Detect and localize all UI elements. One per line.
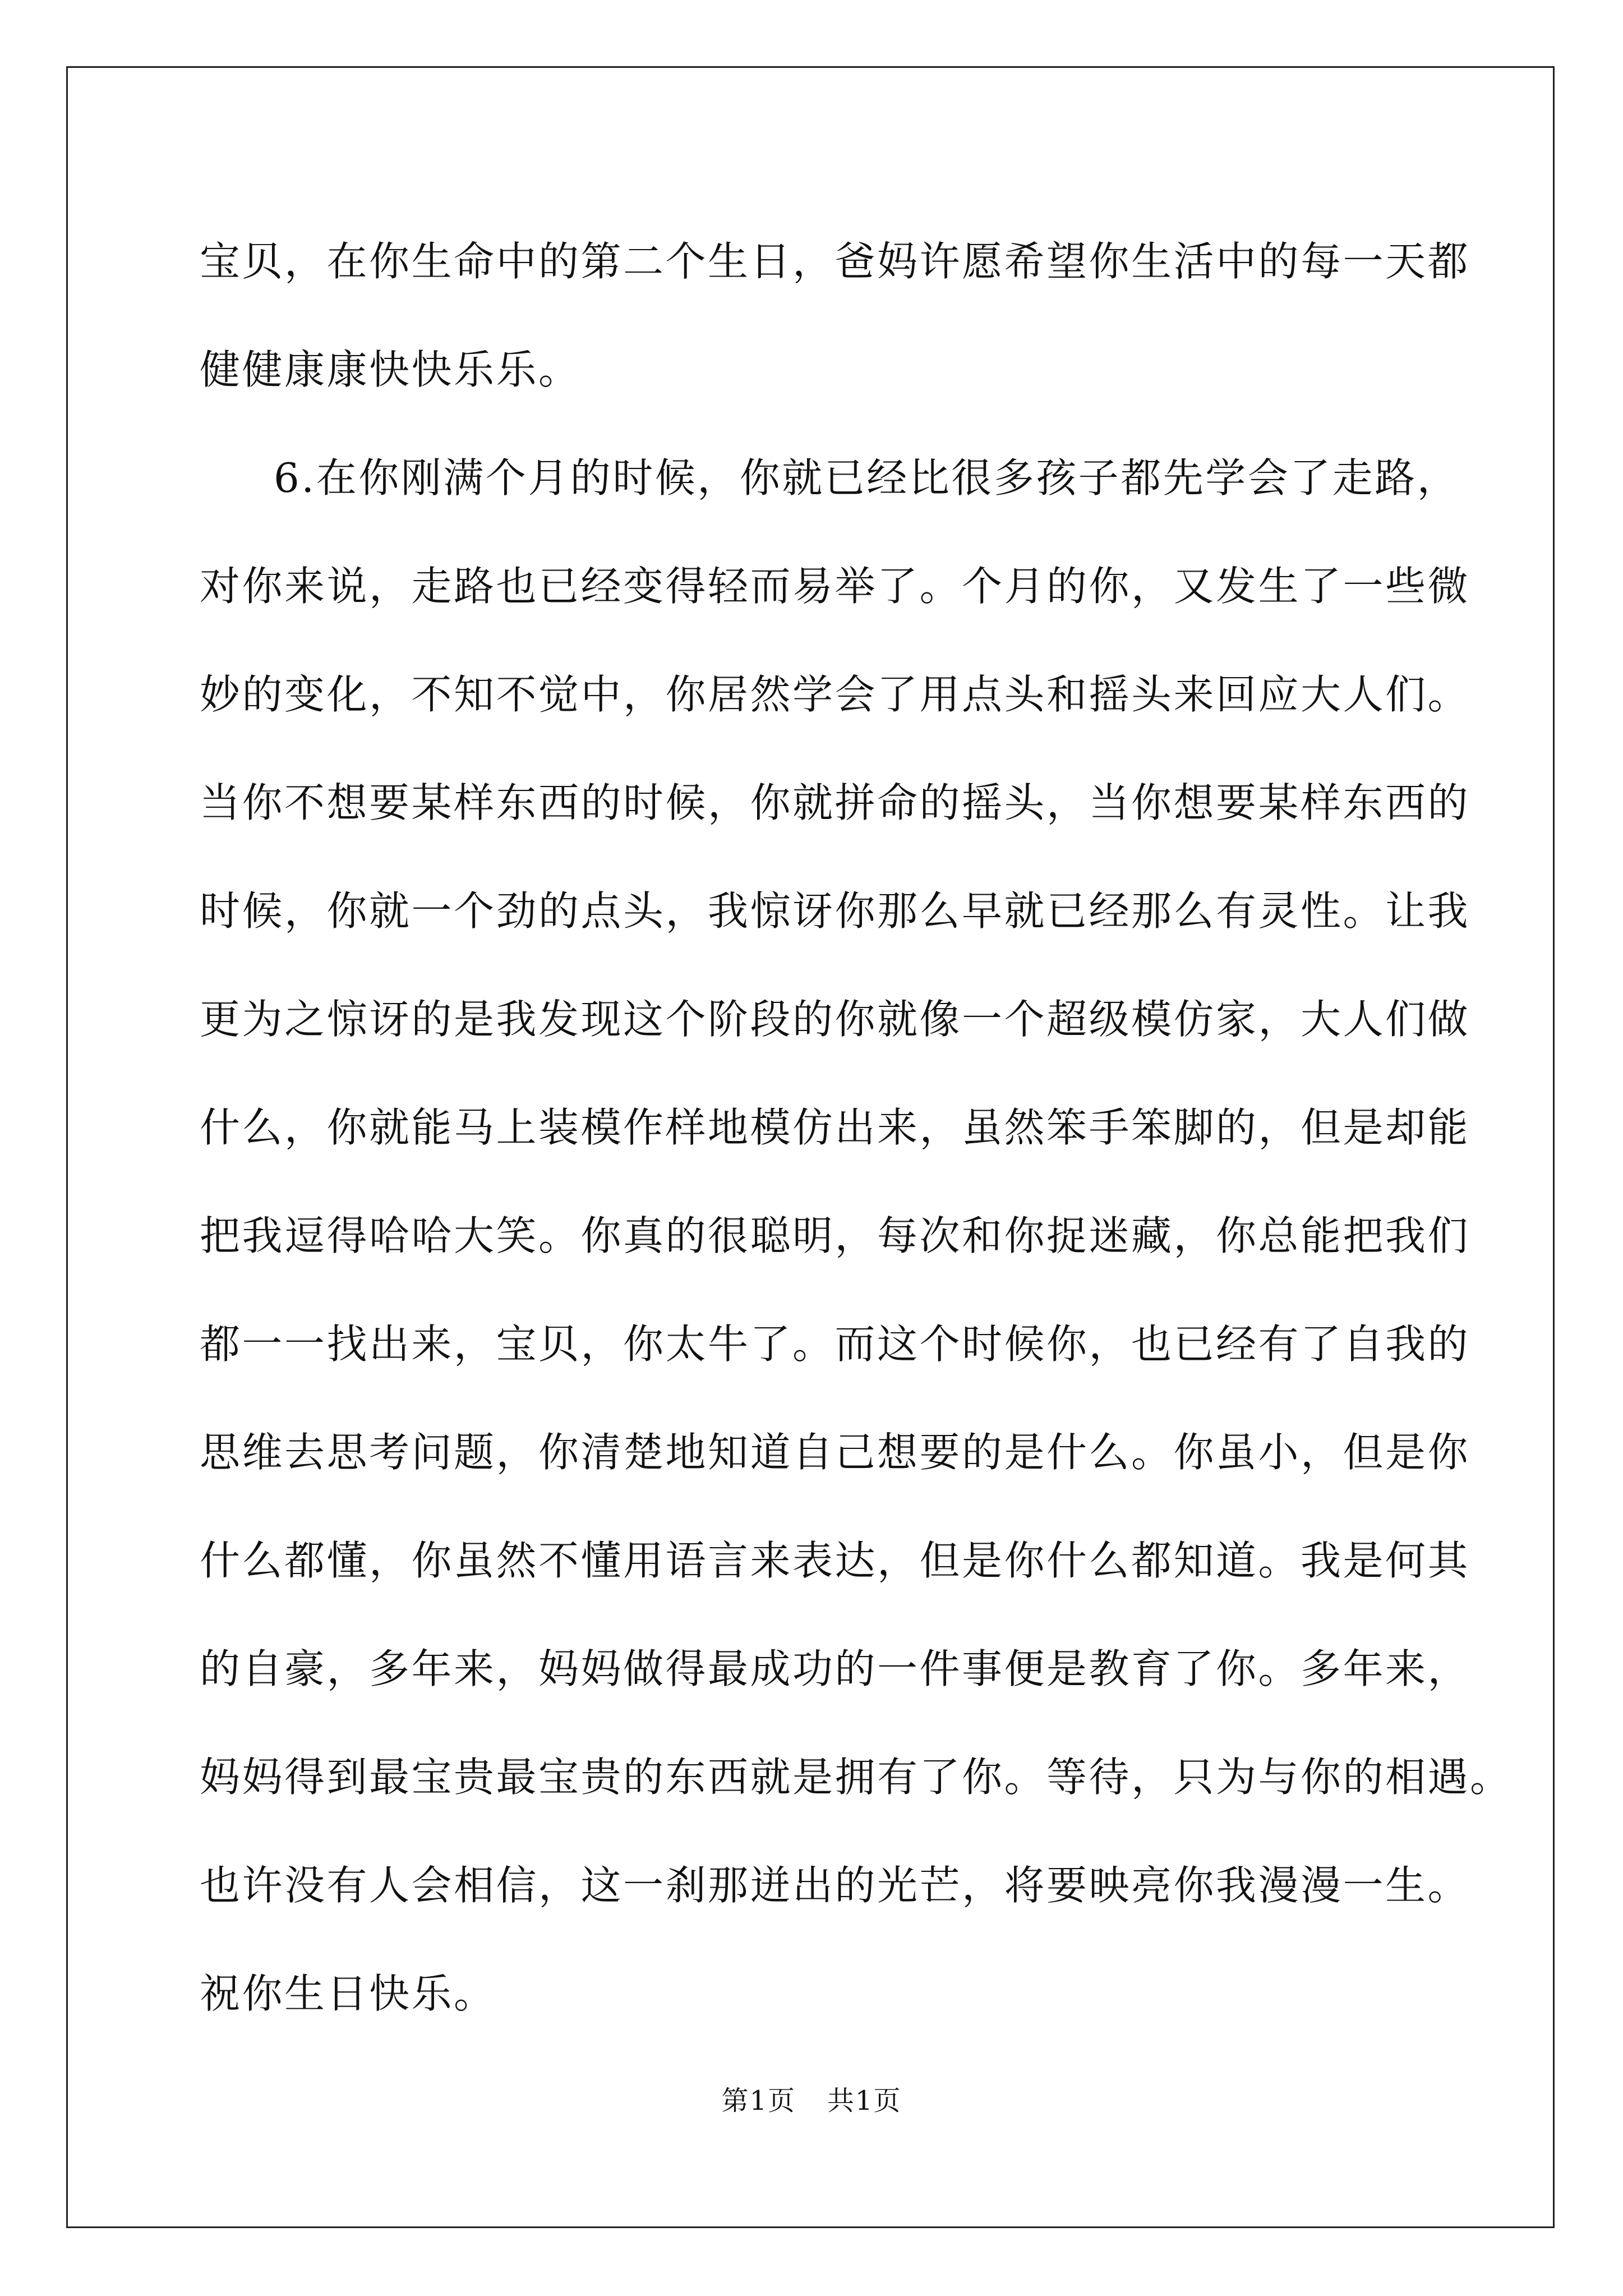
page-total: 共1页 bbox=[827, 2085, 902, 2116]
text-line: 妈妈得到最宝贵最宝贵的东西就是拥有了你。等待，只为与你的相遇。 bbox=[200, 1754, 1513, 1801]
text-line: 当你不想要某样东西的时候，你就拼命的摇头，当你想要某样东西的 bbox=[200, 779, 1470, 826]
document-body bbox=[200, 208, 1513, 2048]
text-line: 把我逗得哈哈大笑。你真的很聪明，每次和你捉迷藏，你总能把我们 bbox=[200, 1212, 1470, 1259]
text-line: 都一一找出来，宝贝，你太牛了。而这个时候你，也已经有了自我的 bbox=[200, 1320, 1470, 1368]
page-footer bbox=[0, 2084, 1623, 2118]
text-line: 更为之惊讶的是我发现这个阶段的你就像一个超级模仿家，大人们做 bbox=[200, 996, 1470, 1043]
text-line: 祝你生日快乐。 bbox=[200, 1970, 496, 2017]
page-number: 第1页 bbox=[721, 2085, 796, 2116]
paragraph-birthday-wish bbox=[200, 208, 1470, 424]
text-line: 思维去思考问题，你清楚地知道自己想要的是什么。你虽小，但是你 bbox=[200, 1429, 1470, 1476]
text-line: 也许没有人会相信，这一刹那迸出的光芒，将要映亮你我漫漫一生。 bbox=[200, 1862, 1470, 1909]
text-line: 宝贝，在你生命中的第二个生日，爸妈许愿希望你生活中的每一天都 bbox=[200, 238, 1470, 285]
text-line: 时候，你就一个劲的点头，我惊讶你那么早就已经那么有灵性。让我 bbox=[200, 887, 1470, 935]
text-line: 什么都懂，你虽然不懂用语言来表达，但是你什么都知道。我是何其 bbox=[200, 1537, 1470, 1584]
text-line: 6.在你刚满个月的时候，你就已经比很多孩子都先学会了走路， bbox=[274, 454, 1460, 501]
text-line: 什么，你就能马上装模作样地模仿出来，虽然笨手笨脚的，但是却能 bbox=[200, 1104, 1470, 1151]
text-line: 对你来说，走路也已经变得轻而易举了。个月的你，又发生了一些微 bbox=[200, 563, 1470, 610]
paragraph-growth-story bbox=[200, 424, 1513, 2048]
text-line: 妙的变化，不知不觉中，你居然学会了用点头和摇头来回应大人们。 bbox=[200, 671, 1470, 718]
text-line: 的自豪，多年来，妈妈做得最成功的一件事便是教育了你。多年来， bbox=[200, 1645, 1470, 1692]
text-line: 健健康康快快乐乐。 bbox=[200, 346, 581, 393]
